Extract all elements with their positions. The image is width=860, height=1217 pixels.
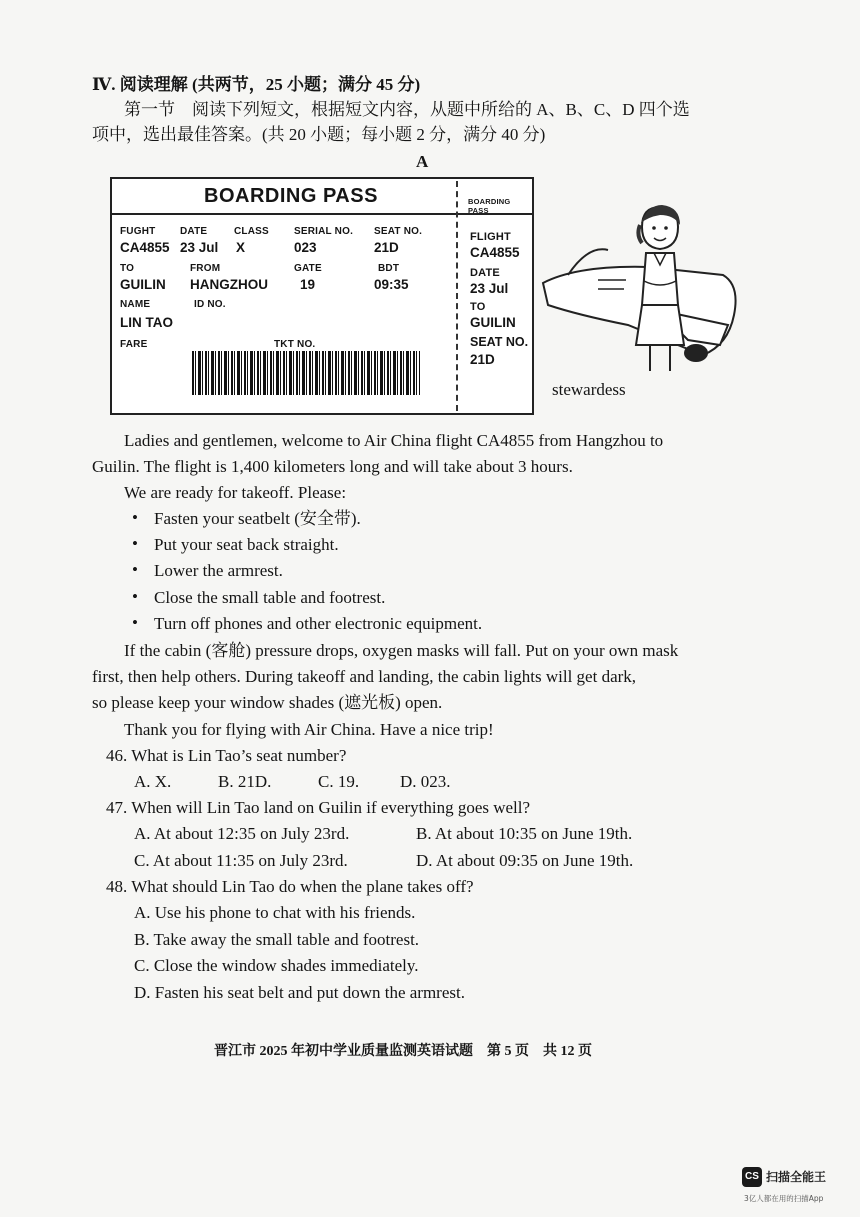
instruction-item: Put your seat back straight.: [154, 535, 339, 554]
question-48: 48. What should Lin Tao do when the plane takes off?: [106, 877, 474, 896]
seat-label: SEAT NO.: [374, 226, 423, 237]
stub-seat-value: 21D: [470, 352, 495, 367]
q46-option-a: A. X.: [134, 772, 172, 791]
stub-date-value: 23 Jul: [470, 281, 509, 296]
bdt-label: BDT: [378, 263, 400, 274]
serial-value: 023: [294, 240, 317, 255]
passage-p3-line1: If the cabin (客舱) pressure drops, oxygen masks will fall. Put on your own mask: [124, 641, 679, 660]
barcode: [192, 351, 420, 395]
bullet-dot: •: [132, 534, 138, 553]
instruction-line-1: 第一节 阅读下列短文，根据短文内容，从题中所给的 A、B、C、D 四个选: [124, 100, 690, 119]
stewardess-illustration: [538, 205, 740, 375]
title-rule: [112, 213, 532, 215]
instruction-line-2: 项中，选出最佳答案。(共 20 小题；每小题 2 分，满分 40 分): [92, 125, 546, 144]
bullet-dot: •: [132, 560, 138, 579]
q47-option-d: D. At about 09:35 on June 19th.: [416, 851, 634, 870]
section-heading: Ⅳ. 阅读理解 (共两节，25 小题；满分 45 分): [92, 75, 421, 94]
camscanner-logo: CS: [742, 1167, 762, 1187]
id-label: ID NO.: [194, 299, 226, 310]
flight-value: CA4855: [120, 240, 170, 255]
stub-to-label: TO: [470, 301, 486, 313]
perforation-line: [456, 181, 458, 411]
class-value: X: [236, 240, 246, 255]
boarding-pass: [110, 177, 534, 415]
from-label: FROM: [190, 263, 221, 274]
page-footer: 晋江市 2025 年初中学业质量监测英语试题 第 5 页 共 12 页: [214, 1044, 592, 1059]
instruction-item: Turn off phones and other electronic equipment.: [154, 614, 483, 633]
q48-option-b: B. Take away the small table and footrest.: [134, 930, 420, 949]
boarding-pass-title: BOARDING PASS: [204, 185, 378, 207]
stub-seat-label: SEAT NO.: [470, 335, 529, 349]
stub-flight-value: CA4855: [470, 245, 520, 260]
camscanner-brand: 扫描全能王: [766, 1170, 827, 1184]
stub-date-label: DATE: [470, 267, 500, 279]
passage-letter: A: [416, 152, 429, 171]
q47-option-b: B. At about 10:35 on June 19th.: [416, 824, 633, 843]
illustration-caption: stewardess: [552, 380, 626, 399]
q46-option-d: D. 023.: [400, 772, 451, 791]
q47-option-c: C. At about 11:35 on July 23rd.: [134, 851, 348, 870]
stub-flight-label: FLIGHT: [470, 231, 511, 243]
gate-label: GATE: [294, 263, 322, 274]
instruction-item: Lower the armrest.: [154, 561, 283, 580]
bullet-dot: •: [132, 508, 138, 527]
stub-to-value: GUILIN: [470, 315, 516, 330]
stub-title: BOARDING PASS: [468, 197, 511, 215]
flight-label: FUGHT: [120, 226, 156, 237]
q46-option-c: C. 19.: [318, 772, 360, 791]
passage-p4: Thank you for flying with Air China. Have a nice trip!: [124, 720, 494, 739]
fare-label: FARE: [120, 339, 148, 350]
passage-p1-line2: Guilin. The flight is 1,400 kilometers long and will take about 3 hours.: [92, 457, 573, 476]
passage-p2: We are ready for takeoff. Please:: [124, 483, 347, 502]
question-47: 47. When will Lin Tao land on Guilin if everything goes well?: [106, 798, 531, 817]
instruction-item: Fasten your seatbelt (安全带).: [154, 509, 361, 528]
bullet-dot: •: [132, 587, 138, 606]
instruction-item: Close the small table and footrest.: [154, 588, 386, 607]
gate-value: 19: [300, 277, 316, 292]
q48-option-d: D. Fasten his seat belt and put down the armrest.: [134, 983, 465, 1002]
bdt-value: 09:35: [374, 277, 409, 292]
class-label: CLASS: [234, 226, 269, 237]
serial-label: SERIAL NO.: [294, 226, 354, 237]
name-value: LIN TAO: [120, 315, 173, 330]
passage-p3-line2: first, then help others. During takeoff and landing, the cabin lights will get dark,: [92, 667, 637, 686]
seat-value: 21D: [374, 240, 399, 255]
to-label: TO: [120, 263, 135, 274]
bullet-dot: •: [132, 613, 138, 632]
passage-p1-line1: Ladies and gentlemen, welcome to Air China flight CA4855 from Hangzhou to: [124, 431, 664, 450]
to-value: GUILIN: [120, 277, 166, 292]
from-value: HANGZHOU: [190, 277, 268, 292]
camscanner-tagline: 3亿人都在用的扫描App: [744, 1194, 824, 1203]
q48-option-a: A. Use his phone to chat with his friends.: [134, 903, 416, 922]
q46-option-b: B. 21D.: [218, 772, 272, 791]
name-label: NAME: [120, 299, 151, 310]
date-value: 23 Jul: [180, 240, 219, 255]
q47-option-a: A. At about 12:35 on July 23rd.: [134, 824, 350, 843]
q48-option-c: C. Close the window shades immediately.: [134, 956, 419, 975]
ticket-label: TKT NO.: [274, 339, 316, 350]
question-46: 46. What is Lin Tao’s seat number?: [106, 746, 347, 765]
date-label: DATE: [180, 226, 208, 237]
passage-p3-line3: so please keep your window shades (遮光板) open.: [92, 693, 443, 712]
